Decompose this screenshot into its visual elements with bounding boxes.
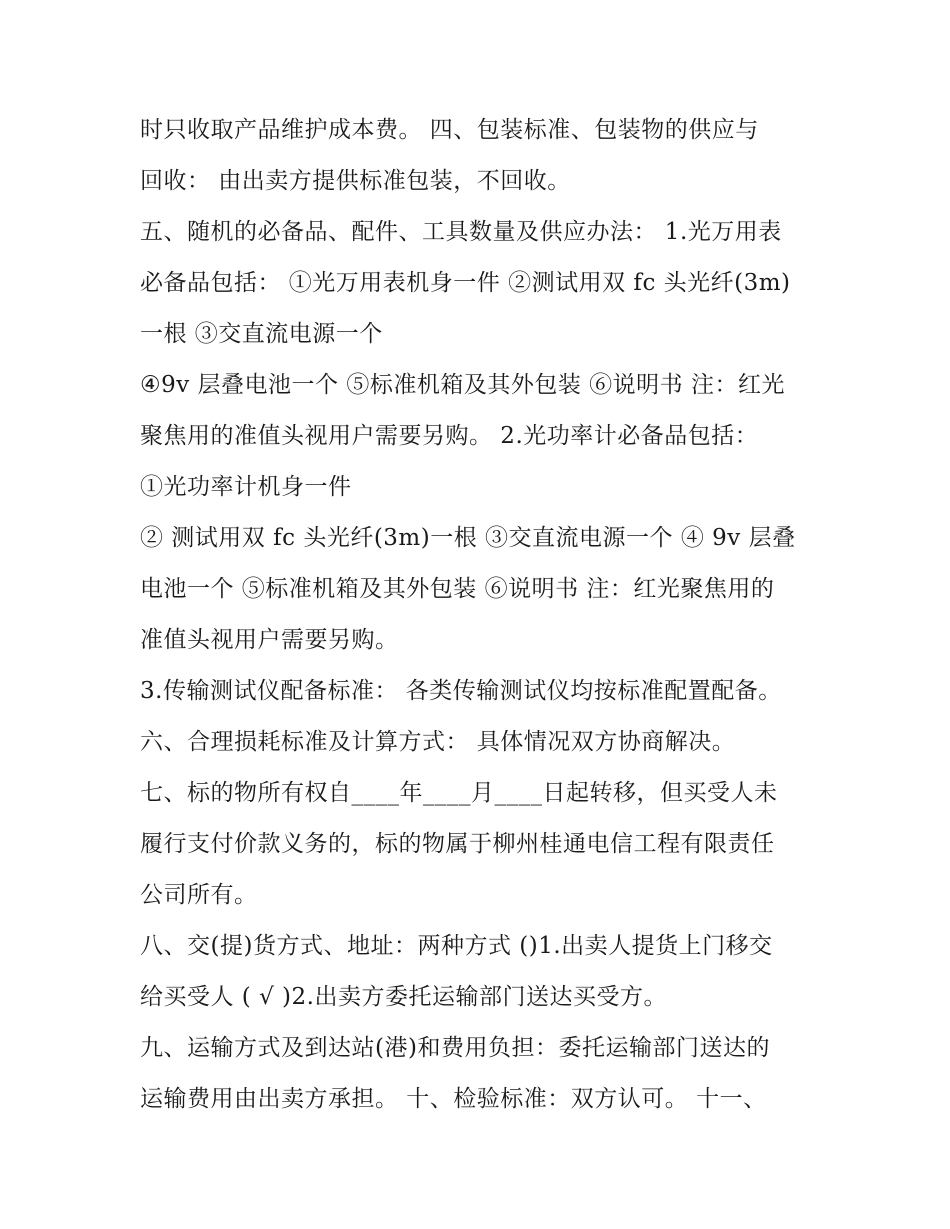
text-line: 九、运输方式及到达站(港)和费用负担：委托运输部门送达的 — [140, 1035, 770, 1061]
text-line: 必备品包括： ①光万用表机身一件 ②测试用双 fc 头光纤(3m) — [140, 270, 791, 296]
text-line: 七、标的物所有权自____年____月____日起转移，但买受人未 — [140, 780, 778, 806]
text-line: 聚焦用的准值头视用户需要另购。 2.光功率计必备品包括： — [140, 423, 759, 449]
text-line: ② 测试用双 fc 头光纤(3m)一根 ③交直流电源一个 ④ 9v 层叠 — [140, 525, 796, 551]
text-line: 3.传输测试仪配备标准： 各类传输测试仪均按标准配置配备。 — [140, 678, 782, 704]
text-line: 准值头视用户需要另购。 — [140, 627, 399, 653]
document-body — [140, 105, 820, 1125]
text-line: 时只收取产品维护成本费。 四、包装标准、包装物的供应与 — [140, 117, 759, 143]
text-line: 履行支付价款义务的，标的物属于柳州桂通电信工程有限责任 — [140, 831, 775, 857]
text-line: 六、合理损耗标准及计算方式： 具体情况双方协商解决。 — [140, 729, 736, 755]
text-line: 运输费用由出卖方承担。 十、检验标准：双方认可。 十一、 — [140, 1086, 767, 1112]
text-line: ①光功率计机身一件 — [140, 474, 352, 500]
text-line: 五、随机的必备品、配件、工具数量及供应办法： 1.光万用表 — [140, 219, 782, 245]
text-line: 电池一个 ⑤标准机箱及其外包装 ⑥说明书 注：红光聚焦用的 — [140, 576, 775, 602]
text-line: 一根 ③交直流电源一个 — [140, 321, 383, 347]
text-line: ④9v 层叠电池一个 ⑤标准机箱及其外包装 ⑥说明书 注：红光 — [140, 372, 785, 398]
text-line: 公司所有。 — [140, 882, 258, 908]
text-line: 八、交(提)货方式、地址：两种方式 ()1.出卖人提货上门移交 — [140, 933, 773, 959]
text-line: 回收： 由出卖方提供标准包装，不回收。 — [140, 168, 571, 194]
text-line: 给买受人 ( √ )2.出卖方委托运输部门送达买受方。 — [140, 984, 667, 1010]
